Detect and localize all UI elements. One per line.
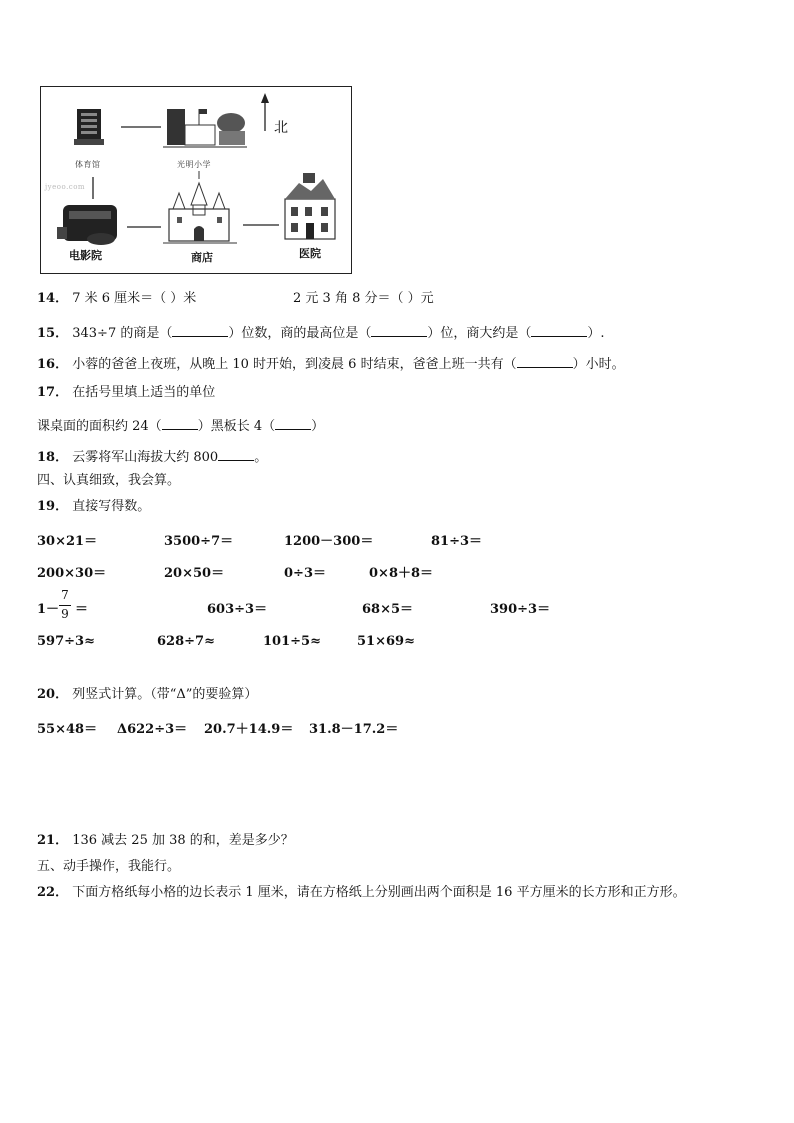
q18-text-2: 。 <box>254 450 268 465</box>
question-19-title <box>37 498 150 516</box>
calc-item: 68×5＝ <box>362 602 414 617</box>
q16-text-1: 小蓉的爸爸上夜班，从晚上 10 时开始，到凌晨 6 时结束，爸爸上班一共有（ <box>72 357 517 372</box>
question-16 <box>37 353 625 374</box>
question-15 <box>37 322 605 343</box>
question-number: 19． <box>37 499 69 514</box>
q15-text-1: 343÷7 的商是（ <box>72 326 173 341</box>
q21-text: 136 减去 25 加 38 的和，差是多少？ <box>72 833 294 848</box>
section-5-heading: 五、动手操作，我能行。 <box>37 859 181 874</box>
calc-item: 1200－300＝ <box>284 534 374 549</box>
fraction-denominator: 9 <box>61 607 69 621</box>
calc-item: 55×48＝ <box>37 722 98 737</box>
answer-blank[interactable] <box>162 415 198 430</box>
q17-text-3: ） <box>311 419 325 434</box>
answer-blank[interactable] <box>517 353 573 368</box>
hospital-building-icon <box>285 173 335 239</box>
q17-text-1: 课桌面的面积约 24（ <box>37 419 162 434</box>
fraction-lead: 1－ <box>37 602 60 617</box>
location-map-figure <box>40 86 352 274</box>
question-17-body <box>37 415 324 436</box>
calc-item: 0÷3＝ <box>284 566 326 581</box>
question-14 <box>37 290 196 308</box>
question-number: 18． <box>37 450 69 465</box>
calc-item: 390÷3＝ <box>490 602 551 617</box>
calc-item: 51×69≈ <box>357 634 415 649</box>
shop-castle-icon <box>163 171 237 243</box>
answer-blank[interactable] <box>531 322 587 337</box>
q18-text-1: 云雾将军山海拔大约 800 <box>72 450 219 465</box>
q17-text-2: ）黑板长 4（ <box>197 419 276 434</box>
gym-building-icon <box>74 109 104 145</box>
q15-text-4: ）. <box>587 326 605 341</box>
cinema-building-icon <box>57 205 117 245</box>
calc-item: 628÷7≈ <box>157 634 215 649</box>
calc-item: 31.8－17.2＝ <box>309 722 399 737</box>
q22-text: 下面方格纸每小格的边长表示 1 厘米，请在方格纸上分别画出两个面积是 16 平方厘米的长方形和正方形。 <box>72 885 686 900</box>
question-18 <box>37 446 267 467</box>
question-number: 17． <box>37 385 69 400</box>
calc-item: Δ622÷3＝ <box>117 722 188 737</box>
q19-title: 直接写得数。 <box>72 499 151 514</box>
gym-label: 体育馆 <box>75 160 101 169</box>
question-number: 20． <box>37 687 69 702</box>
question-17-title <box>37 384 215 402</box>
question-20-title <box>37 686 257 704</box>
calc-item: 3500÷7＝ <box>164 534 234 549</box>
calc-item: 200×30＝ <box>37 566 107 581</box>
question-14-part-b <box>293 290 434 308</box>
question-number: 14． <box>37 291 69 306</box>
fraction-numerator: 7 <box>61 588 69 602</box>
question-22 <box>37 884 686 902</box>
calc-item: 20.7＋14.9＝ <box>204 722 294 737</box>
answer-blank[interactable] <box>371 322 427 337</box>
q14-part-a: 7 米 6 厘米＝（ ）米 <box>72 291 197 306</box>
watermark: jyeoo.com <box>45 183 86 191</box>
q15-text-2: ）位数，商的最高位是（ <box>228 326 372 341</box>
q16-text-2: ）小时。 <box>572 357 625 372</box>
school-label: 光明小学 <box>177 160 211 169</box>
q20-title: 列竖式计算。（带“Δ”的要验算） <box>72 687 258 702</box>
q17-title: 在括号里填上适当的单位 <box>72 385 216 400</box>
school-building-icon <box>163 109 247 147</box>
q15-text-3: ）位，商大约是（ <box>427 326 532 341</box>
calc-item: 597÷3≈ <box>37 634 95 649</box>
calc-item: 101÷5≈ <box>263 634 321 649</box>
question-number: 22． <box>37 885 69 900</box>
question-21 <box>37 832 294 850</box>
section-4-heading: 四、认真细致，我会算。 <box>37 473 181 488</box>
hospital-label: 医院 <box>299 247 321 260</box>
calc-item: 603÷3＝ <box>207 602 268 617</box>
answer-blank[interactable] <box>172 322 228 337</box>
answer-blank[interactable] <box>275 415 311 430</box>
fraction-expression <box>37 590 97 622</box>
calc-item: 0×8＋8＝ <box>369 566 434 581</box>
calc-item: 30×21＝ <box>37 534 98 549</box>
north-label: 北 <box>274 120 288 136</box>
calc-item: 20×50＝ <box>164 566 225 581</box>
shop-label: 商店 <box>191 251 213 264</box>
cinema-label: 电影院 <box>69 249 102 262</box>
question-number: 16． <box>37 357 69 372</box>
fraction-bar <box>59 605 71 606</box>
calc-item: 81÷3＝ <box>431 534 483 549</box>
question-number: 15． <box>37 326 69 341</box>
q14-part-b: 2 元 3 角 8 分＝（ ）元 <box>293 291 434 306</box>
question-number: 21． <box>37 833 69 848</box>
fraction-equals: ＝ <box>75 602 89 617</box>
answer-blank[interactable] <box>218 446 254 461</box>
